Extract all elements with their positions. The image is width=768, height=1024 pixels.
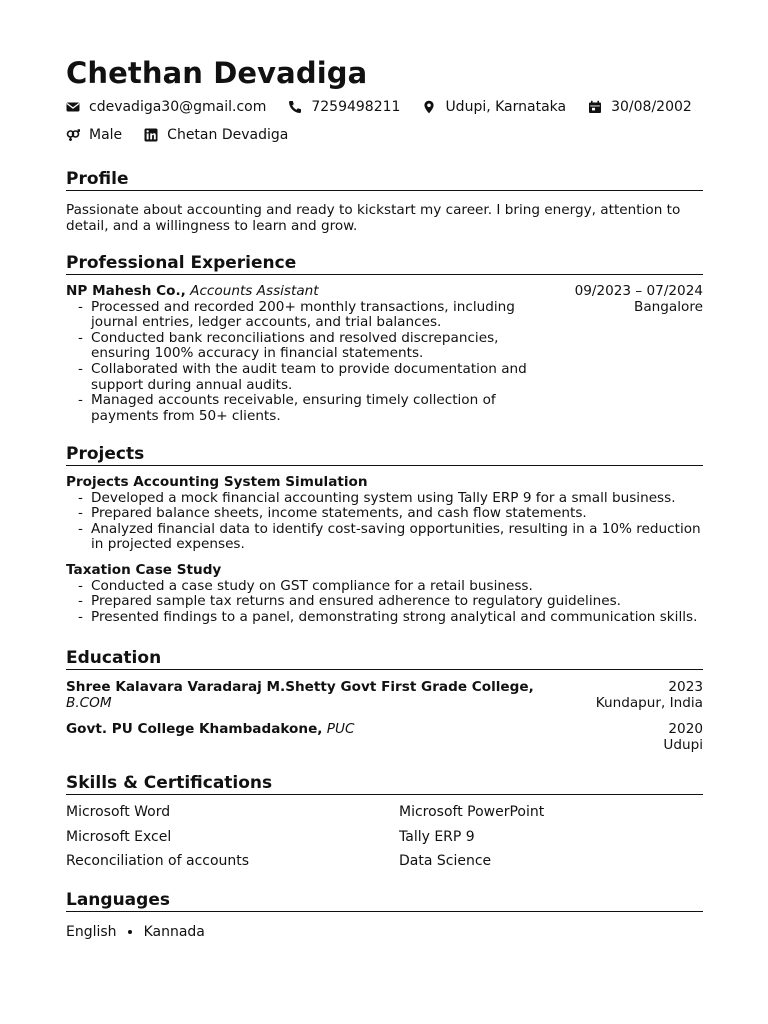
- languages-list: [66, 924, 703, 940]
- education-entry: [66, 722, 703, 753]
- skill-item: Data Science: [399, 853, 492, 870]
- skill-item: Microsoft PowerPoint: [399, 804, 545, 820]
- experience-role: Accounts Assistant: [190, 283, 319, 299]
- contact-email[interactable]: [66, 99, 266, 115]
- profile-text: Passionate about accounting and ready to kickstart my career. I bring energy, attention to detail, and a willingness to learn and grow.: [66, 202, 681, 234]
- contact-linkedin[interactable]: [144, 127, 288, 143]
- location-text: Udupi, Karnataka: [445, 99, 567, 115]
- experience-section: [66, 253, 703, 424]
- education-place: Udupi: [663, 736, 703, 753]
- linkedin-text: Chetan Devadiga: [167, 127, 289, 143]
- education-heading: Education: [66, 648, 162, 668]
- list-item: - Prepared balance sheets, income statements, and cash flow statements.: [66, 506, 703, 522]
- project-title: Projects Accounting System Simulation: [66, 474, 368, 490]
- projects-section: [66, 444, 703, 625]
- section-divider: [66, 190, 703, 191]
- list-item: - Conducted a case study on GST compliance for a retail business.: [66, 579, 703, 595]
- profile-heading: Profile: [66, 169, 129, 189]
- experience-company: NP Mahesh Co.,: [66, 283, 186, 299]
- list-item: - Processed and recorded 200+ monthly transactions, including journal entries, ledger accounts, and trial balances.: [66, 300, 536, 331]
- languages-heading: Languages: [66, 890, 170, 910]
- gender-icon: [66, 128, 80, 142]
- language-item: Kannada: [143, 924, 205, 940]
- project-title: Taxation Case Study: [66, 561, 222, 578]
- candidate-name: Chethan Devadiga: [66, 56, 368, 90]
- list-item: - Developed a mock financial accounting system using Tally ERP 9 for a small business.: [66, 491, 703, 507]
- gender-text: Male: [89, 127, 123, 143]
- contact-gender: [66, 127, 122, 143]
- phone-text: 7259498211: [311, 99, 401, 115]
- project-entry: [66, 475, 703, 553]
- skill-item: Microsoft Excel: [66, 828, 172, 845]
- list-item: - Collaborated with the audit team to provide documentation and support during annual audits.: [66, 362, 536, 393]
- bullet-dot-icon: [128, 930, 132, 934]
- education-degree: B.COM: [66, 694, 112, 711]
- list-item: - Conducted bank reconciliations and resolved discrepancies, ensuring 100% accuracy in financial statements.: [66, 331, 536, 362]
- project-entry: [66, 563, 703, 625]
- list-item: - Managed accounts receivable, ensuring timely collection of payments from 50+ clients.: [66, 393, 536, 424]
- experience-location: Bangalore: [634, 298, 703, 315]
- experience-entry: [66, 284, 703, 424]
- profile-section: [66, 169, 703, 234]
- list-item: - Prepared sample tax returns and ensured adherence to regulatory guidelines.: [66, 594, 703, 610]
- education-school: Shree Kalavara Varadaraj M.Shetty Govt First Grade College,: [66, 679, 534, 695]
- languages-section: [66, 890, 703, 940]
- education-year: 2023: [668, 679, 703, 695]
- education-place: Kundapur, India: [595, 694, 703, 711]
- section-divider: [66, 794, 703, 795]
- project-bullets: [66, 579, 703, 626]
- language-item: English: [66, 924, 117, 940]
- phone-icon: [288, 100, 302, 114]
- list-item: - Presented findings to a panel, demonstrating strong analytical and communication skills.: [66, 610, 703, 626]
- dob-text: 30/08/2002: [611, 99, 692, 115]
- education-section: [66, 648, 703, 753]
- skill-item: Tally ERP 9: [399, 828, 475, 845]
- experience-bullets: [66, 300, 536, 425]
- skill-item: Reconciliation of accounts: [66, 853, 250, 870]
- skill-item: Microsoft Word: [66, 804, 171, 820]
- skills-heading: Skills & Certifications: [66, 773, 273, 793]
- education-degree: PUC: [326, 721, 355, 738]
- location-pin-icon: [422, 100, 436, 114]
- contact-location: [422, 99, 566, 115]
- section-divider: [66, 911, 703, 912]
- calendar-icon: [588, 100, 602, 114]
- experience-heading: Professional Experience: [66, 253, 297, 273]
- education-year: 2020: [668, 721, 703, 738]
- contact-row-2: [66, 127, 703, 143]
- contact-row-1: [66, 99, 703, 115]
- contact-dob: [588, 99, 692, 115]
- skills-section: [66, 773, 703, 869]
- projects-heading: Projects: [66, 444, 145, 464]
- education-entry: [66, 680, 703, 711]
- section-divider: [66, 465, 703, 466]
- list-item: - Analyzed financial data to identify cost-saving opportunities, resulting in a 10% reduction in projected expenses.: [66, 522, 703, 553]
- skills-grid: [66, 805, 703, 869]
- email-text: cdevadiga30@gmail.com: [89, 99, 267, 115]
- education-school: Govt. PU College Khambadakone,: [66, 721, 323, 738]
- project-bullets: [66, 491, 703, 553]
- section-divider: [66, 274, 703, 275]
- envelope-icon: [66, 100, 80, 114]
- linkedin-icon: [144, 128, 158, 142]
- section-divider: [66, 669, 703, 670]
- contact-phone[interactable]: [288, 99, 400, 115]
- experience-dates: 09/2023 – 07/2024: [574, 283, 703, 299]
